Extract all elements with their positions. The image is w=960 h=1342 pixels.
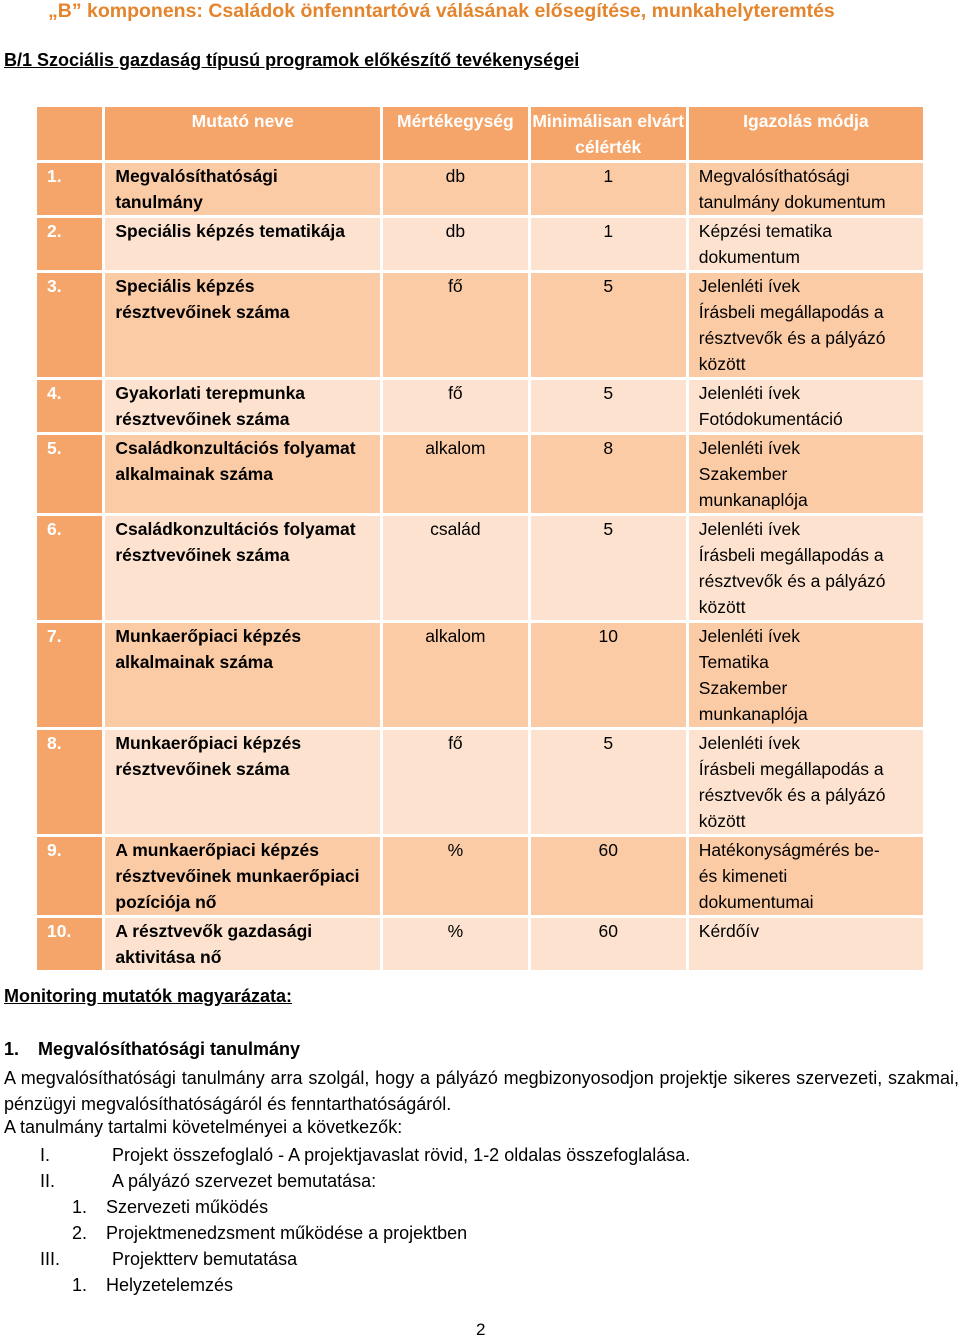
indicator-name: Speciális képzés résztvevőinek száma bbox=[102, 270, 380, 377]
table-header-row bbox=[34, 104, 923, 160]
indicator-name: Munkaerőpiaci képzés résztvevőinek száma bbox=[102, 727, 380, 834]
outline-item bbox=[40, 1142, 690, 1168]
proof-cell: Jelenléti ívek Szakember munkanaplója bbox=[686, 432, 923, 513]
row-number: 1. bbox=[34, 160, 102, 215]
min-value-cell: 5 bbox=[528, 270, 686, 377]
outline-text: Szervezeti működés bbox=[106, 1197, 269, 1217]
min-value-cell: 1 bbox=[528, 160, 686, 215]
min-value-cell: 60 bbox=[528, 915, 686, 970]
outline-marker: 1. bbox=[72, 1275, 88, 1295]
row-number: 2. bbox=[34, 215, 102, 270]
outline-marker: 1. bbox=[72, 1197, 88, 1217]
outline-text: Projekt összefoglaló - A projektjavaslat rövid, 1-2 oldalas összefoglalása. bbox=[112, 1145, 691, 1165]
row-number: 9. bbox=[34, 834, 102, 915]
outline-marker: 2. bbox=[72, 1223, 88, 1243]
indicator-name: Gyakorlati terepmunka résztvevőinek száma bbox=[102, 377, 380, 432]
table-row bbox=[34, 377, 923, 432]
unit-cell: alkalom bbox=[380, 432, 528, 513]
outline-text: Projektterv bemutatása bbox=[112, 1249, 298, 1269]
indicator-name: Megvalósíthatósági tanulmány bbox=[102, 160, 380, 215]
row-number: 8. bbox=[34, 727, 102, 834]
outline-marker: III. bbox=[40, 1249, 61, 1269]
proof-cell: Jelenléti ívek Fotódokumentáció bbox=[686, 377, 923, 432]
outline-text: Projektmenedzsment működése a projektben bbox=[106, 1223, 468, 1243]
indicator-name: Munkaerőpiaci képzés alkalmainak száma bbox=[102, 620, 380, 727]
unit-cell: fő bbox=[380, 270, 528, 377]
outline-item bbox=[72, 1272, 233, 1298]
header-proof: Igazolás módja bbox=[686, 104, 923, 160]
table-row bbox=[34, 620, 923, 727]
header-min: Minimálisan elvárt célérték bbox=[528, 104, 686, 160]
header-unit: Mértékegység bbox=[380, 104, 528, 160]
outline-item bbox=[40, 1168, 376, 1194]
table-row bbox=[34, 727, 923, 834]
indicator-name: A munkaerőpiaci képzés résztvevőinek munkaerőpiaci pozíciója nő bbox=[102, 834, 380, 915]
min-value-cell: 5 bbox=[528, 727, 686, 834]
indicator-name: Speciális képzés tematikája bbox=[102, 215, 380, 270]
min-value-cell: 1 bbox=[528, 215, 686, 270]
table-row bbox=[34, 432, 923, 513]
section-heading: B/1 Szociális gazdaság típusú programok előkészítő tevékenységei bbox=[4, 50, 580, 70]
table-row bbox=[34, 160, 923, 215]
header-num bbox=[34, 104, 102, 160]
outline-marker: I. bbox=[40, 1145, 51, 1165]
body-paragraph: A megvalósíthatósági tanulmány arra szolgál, hogy a pályázó megbizonyosodjon projektje sikeres szervezeti, szakmai, pénzügyi megvalósíthatóságáról és fenntarthatóságáról. bbox=[4, 1068, 959, 1114]
monitoring-title: Monitoring mutatók magyarázata: bbox=[4, 986, 293, 1006]
indicator-name: Családkonzultációs folyamat alkalmainak száma bbox=[102, 432, 380, 513]
min-value-cell: 60 bbox=[528, 834, 686, 915]
outline-item bbox=[40, 1246, 297, 1272]
subsection-text: Megvalósíthatósági tanulmány bbox=[38, 1039, 301, 1059]
min-value-cell: 5 bbox=[528, 377, 686, 432]
table-row bbox=[34, 270, 923, 377]
subsection-title bbox=[4, 1039, 300, 1060]
row-number: 6. bbox=[34, 513, 102, 620]
outline-item bbox=[72, 1220, 467, 1246]
row-number: 10. bbox=[34, 915, 102, 970]
proof-cell: Jelenléti ívek Tematika Szakember munkanaplója bbox=[686, 620, 923, 727]
row-number: 3. bbox=[34, 270, 102, 377]
proof-cell: Megvalósíthatósági tanulmány dokumentum bbox=[686, 160, 923, 215]
unit-cell: fő bbox=[380, 377, 528, 432]
unit-cell: család bbox=[380, 513, 528, 620]
indicator-name: Családkonzultációs folyamat résztvevőinek száma bbox=[102, 513, 380, 620]
header-name: Mutató neve bbox=[102, 104, 380, 160]
min-value-cell: 10 bbox=[528, 620, 686, 727]
table-row bbox=[34, 513, 923, 620]
indicator-name: A résztvevők gazdasági aktivitása nő bbox=[102, 915, 380, 970]
outline-item bbox=[72, 1194, 268, 1220]
proof-cell: Hatékonyságmérés be- és kimeneti dokumentumai bbox=[686, 834, 923, 915]
unit-cell: % bbox=[380, 834, 528, 915]
proof-cell: Jelenléti ívek Írásbeli megállapodás a résztvevők és a pályázó között bbox=[686, 727, 923, 834]
unit-cell: alkalom bbox=[380, 620, 528, 727]
indicator-table bbox=[34, 104, 923, 970]
table-row bbox=[34, 215, 923, 270]
subsection-number: 1. bbox=[4, 1039, 20, 1059]
proof-cell: Kérdőív bbox=[686, 915, 923, 970]
outline-marker: II. bbox=[40, 1171, 56, 1191]
min-value-cell: 8 bbox=[528, 432, 686, 513]
row-number: 7. bbox=[34, 620, 102, 727]
unit-cell: db bbox=[380, 215, 528, 270]
row-number: 4. bbox=[34, 377, 102, 432]
main-heading: „B” komponens: Családok önfenntartóvá válásának elősegítése, munkahelyteremtés bbox=[48, 0, 835, 22]
row-number: 5. bbox=[34, 432, 102, 513]
unit-cell: fő bbox=[380, 727, 528, 834]
table-row bbox=[34, 834, 923, 915]
outline-text: Helyzetelemzés bbox=[106, 1275, 234, 1295]
outline-text: A pályázó szervezet bemutatása: bbox=[112, 1171, 377, 1191]
proof-cell: Képzési tematika dokumentum bbox=[686, 215, 923, 270]
min-value-cell: 5 bbox=[528, 513, 686, 620]
requirements-intro: A tanulmány tartalmi követelményei a következők: bbox=[4, 1117, 403, 1137]
unit-cell: db bbox=[380, 160, 528, 215]
proof-cell: Jelenléti ívek Írásbeli megállapodás a résztvevők és a pályázó között bbox=[686, 270, 923, 377]
table-row bbox=[34, 915, 923, 970]
unit-cell: % bbox=[380, 915, 528, 970]
proof-cell: Jelenléti ívek Írásbeli megállapodás a résztvevők és a pályázó között bbox=[686, 513, 923, 620]
page-number: 2 bbox=[476, 1320, 486, 1339]
